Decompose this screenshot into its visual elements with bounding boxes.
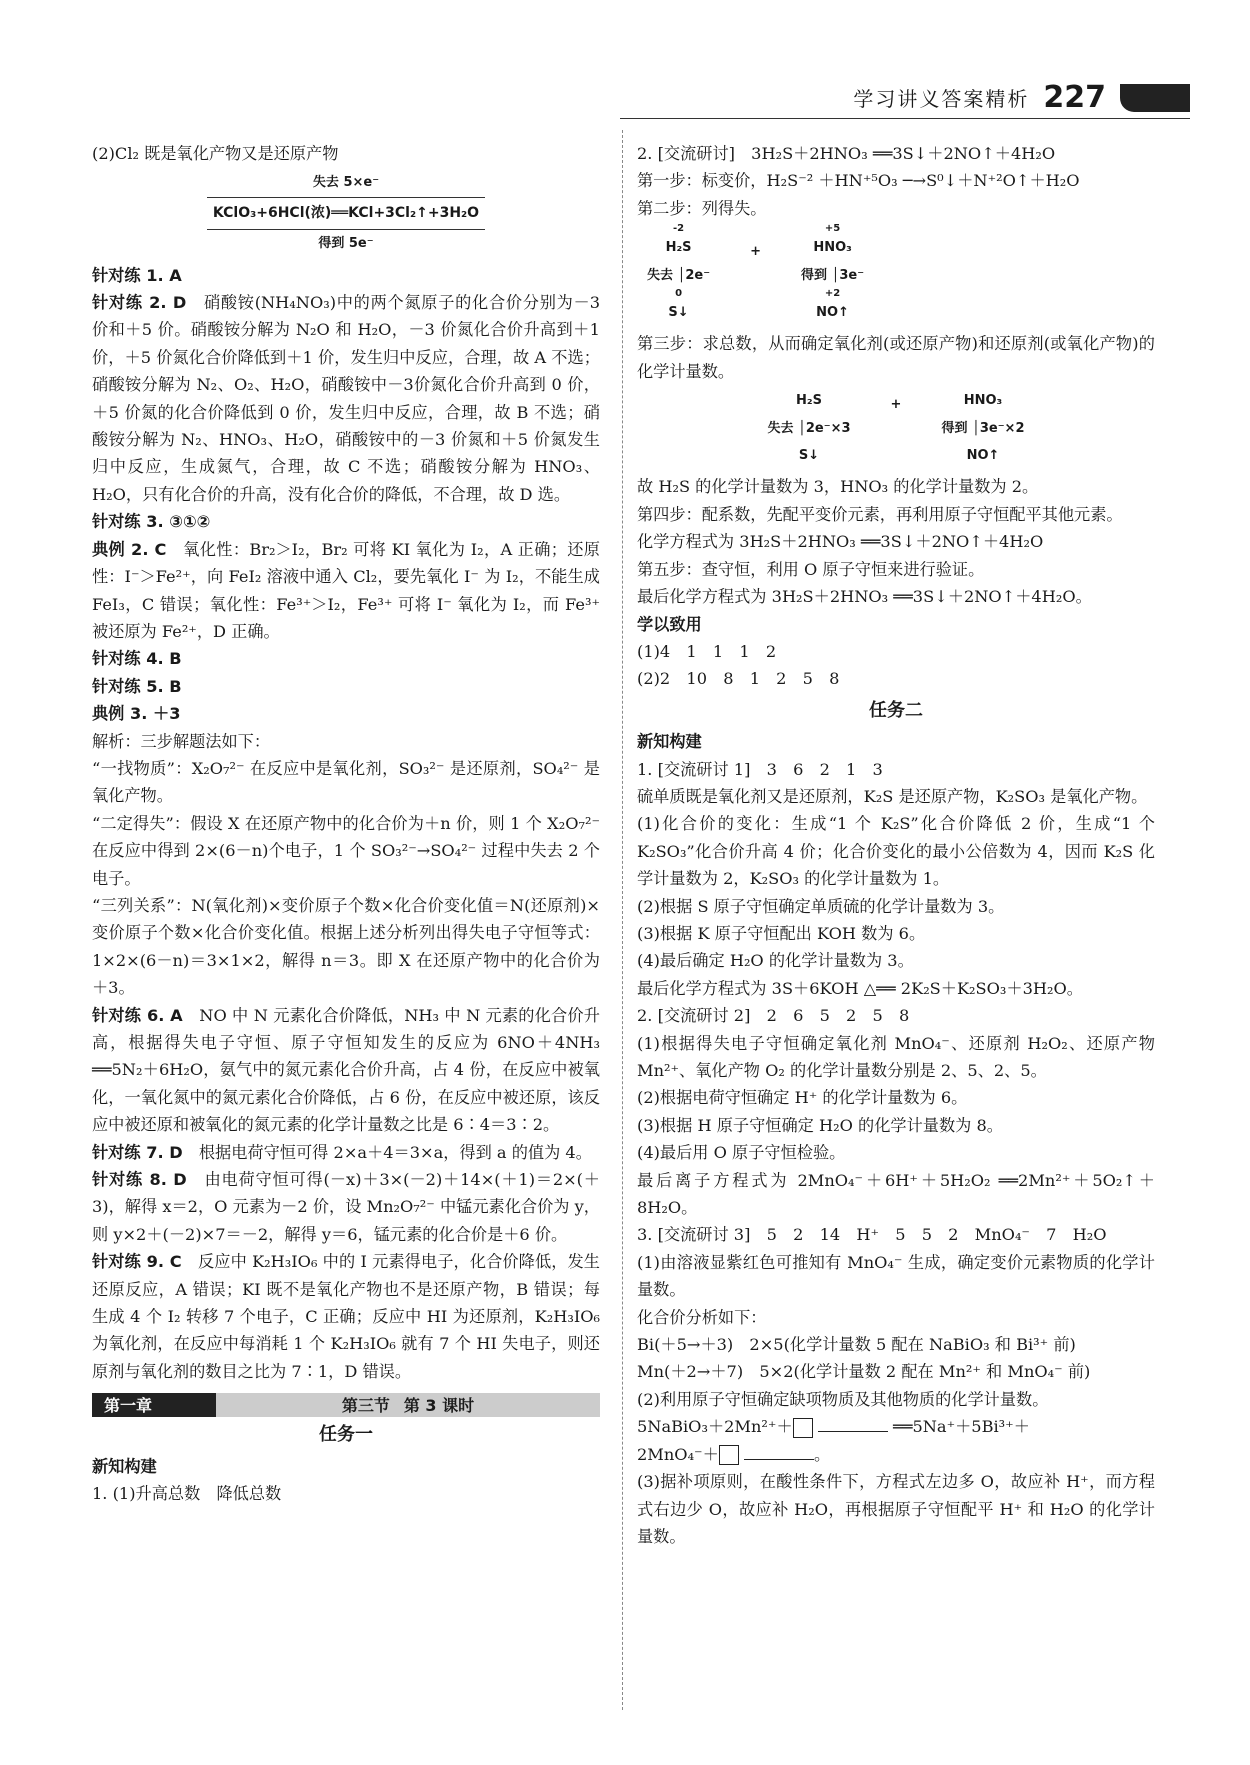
gain-electrons: 3e⁻ bbox=[839, 267, 865, 283]
answer-box bbox=[719, 1445, 739, 1465]
right-column bbox=[637, 140, 1155, 1550]
answer-paragraph bbox=[92, 289, 600, 508]
subheading: 新知构建 bbox=[637, 732, 702, 752]
answer-box bbox=[793, 1418, 813, 1438]
equation-continued: 2MnO₄⁻＋ bbox=[637, 1444, 719, 1464]
text-line: 化合价分析如下： bbox=[637, 1307, 767, 1327]
answer-label: 针对练 7. D bbox=[92, 1142, 183, 1162]
oxidation-number: +5 bbox=[824, 223, 841, 235]
lesson-label: 第 3 课时 bbox=[403, 1395, 475, 1415]
electron-transfer-diagram bbox=[92, 169, 600, 257]
answer-line: 典例 3. ＋3 bbox=[92, 704, 181, 724]
gain-loss-diagram-1 bbox=[647, 224, 1155, 326]
answer-text: 根据电荷守恒可得 2×a＋4＝3×a，得到 a 的值为 4。 bbox=[198, 1142, 592, 1162]
text-paragraph: 第三步：求总数，从而确定氧化剂(或还原产物)和还原剂(或氧化产物)的化学计量数。 bbox=[637, 334, 1155, 381]
species-label: S↓ bbox=[798, 448, 820, 464]
equation-right: ══5Na⁺＋5Bi³⁺＋ bbox=[892, 1417, 1030, 1437]
oxidation-number: 0 bbox=[675, 288, 683, 300]
text-line: 最后化学方程式为 3S＋6KOH △══ 2K₂S＋K₂SO₃＋3H₂O。 bbox=[637, 978, 1083, 998]
diagram-left bbox=[647, 224, 710, 326]
fill-in-equation bbox=[637, 1413, 1155, 1440]
text-line: 第二步：列得失。 bbox=[637, 198, 767, 218]
answer-text: 由电荷守恒可得(－x)＋3×(－2)＋14×(＋1)＝2×(＋3)，解得 x＝2，O 元素为－2 价，设 Mn₂O₇²⁻ 中锰元素化合价为 y，则 y×2＋(－2)×7＝－2，解得 y＝6，锰元素的化合价是＋6 价。 bbox=[92, 1170, 600, 1244]
text-line: Bi(＋5→＋3) 2×5(化学计量数 5 配在 NaBiO₃ 和 Bi³⁺ 前) bbox=[637, 1335, 1076, 1355]
header-title: 学习讲义答案精析 bbox=[853, 87, 1030, 111]
text-line: (3)根据 H 原子守恒确定 H₂O 的化学计量数为 8。 bbox=[637, 1115, 1003, 1135]
text-line: (4)最后确定 H₂O 的化学计量数为 3。 bbox=[637, 951, 914, 971]
section-label: 第三节 bbox=[341, 1395, 390, 1415]
column-divider bbox=[622, 130, 623, 1710]
text-line: (2)根据 S 原子守恒确定单质硫的化学计量数为 3。 bbox=[637, 896, 1005, 916]
diagram-equation: KClO₃+6HCl(浓)══KCl+3Cl₂↑+3H₂O bbox=[207, 197, 485, 230]
plus-sign: + bbox=[890, 397, 902, 413]
gain-label: 得到 bbox=[801, 267, 828, 283]
task-heading: 任务一 bbox=[319, 1424, 373, 1446]
diagram-right bbox=[801, 224, 864, 326]
gain-loss-diagram-2 bbox=[637, 387, 1155, 469]
text-line: (2)根据电荷守恒确定 H⁺ 的化学计量数为 6。 bbox=[637, 1088, 968, 1108]
answer-paragraph bbox=[92, 1166, 600, 1248]
text-line: 1. [交流研讨 1] 3 6 2 1 3 bbox=[637, 759, 883, 779]
text-paragraph: 最后离子方程式为 2MnO₄⁻＋6H⁺＋5H₂O₂ ══2Mn²⁺＋5O₂↑＋8H₂O。 bbox=[637, 1170, 1155, 1218]
answer-blank bbox=[818, 1431, 888, 1432]
left-column bbox=[92, 140, 600, 1508]
diagram-right bbox=[941, 387, 1024, 469]
subheading: 新知构建 bbox=[92, 1456, 157, 1476]
text-line: (1)4 1 1 1 2 bbox=[637, 641, 777, 661]
text-line: 故 H₂S 的化学计量数为 3，HNO₃ 的化学计量数为 2。 bbox=[637, 477, 1039, 497]
answer-text: 氧化性：Br₂＞I₂，Br₂ 可将 KI 氧化为 I₂，A 正确；还原性：I⁻＞Fe²⁺，向 FeI₂ 溶液中通入 Cl₂，要先氧化 I⁻ 为 I₂，不能生成 FeI₃，C 错误；氧化性：Fe³⁺＞I₂，Fe³⁺ 可将 I⁻ 氧化为 I₂，而 Fe³⁺ 被还原为 Fe²⁺，D 正确。 bbox=[92, 539, 600, 641]
loss-row: 失去 │2e⁻×3 bbox=[767, 420, 851, 436]
text-line: 解析：三步解题法如下： bbox=[92, 731, 271, 751]
answer-paragraph bbox=[92, 1002, 600, 1139]
loss-row: 失去 │2e⁻ bbox=[647, 267, 711, 283]
text-line: Mn(＋2→＋7) 5×2(化学计量数 2 配在 Mn²⁺ 和 MnO₄⁻ 前) bbox=[637, 1362, 1091, 1382]
diagram-left bbox=[768, 387, 851, 469]
text-line: 化学方程式为 3H₂S＋2HNO₃ ══3S↓＋2NO↑＋4H₂O bbox=[637, 532, 1044, 552]
page-header bbox=[853, 80, 1190, 115]
oxidation-number: -2 bbox=[673, 223, 685, 235]
species-label: H₂S bbox=[665, 240, 692, 256]
section-bar bbox=[92, 1393, 600, 1417]
species-label: HNO₃ bbox=[963, 393, 1003, 409]
loss-electrons: 2e⁻ bbox=[685, 267, 711, 283]
section-info bbox=[216, 1393, 600, 1417]
text-line: (2)2 10 8 1 2 5 8 bbox=[637, 669, 840, 689]
species-label: H₂S bbox=[796, 393, 822, 409]
answer-label: 针对练 9. C bbox=[92, 1252, 182, 1272]
species-label: S↓ bbox=[668, 305, 689, 321]
text-paragraph: 第四步：配系数，先配平变价元素，再利用原子守恒配平其他元素。 bbox=[637, 504, 1123, 524]
answer-text: 硝酸铵(NH₄NO₃)中的两个氮原子的化合价分别为－3 价和＋5 价。硝酸铵分解为 N₂O 和 H₂O，－3 价氮化合价升高到＋1 价，＋5 价氮化合价降低到＋1 价，发生归中反应，合理，故 A 不选；硝酸铵分解为 N₂、O₂、H₂O，硝酸铵中－3价氮化合价升高到 0 价，＋5 价氮的化合价降低到 0 价，发生归中反应，合理，故 B 不选；硝酸铵分解为 N₂、HNO₃、H₂O，硝酸铵中的－3 价氮和＋5 价氮发生归中反应，生成氮气，合理，故 C 不选；硝酸铵分解为 HNO₃、H₂O，只有化合价的升高，没有化合价的降低，不合理，故 D 选。 bbox=[92, 293, 601, 504]
species-label: HNO₃ bbox=[813, 240, 852, 256]
text-line: 2. [交流研讨] 3H₂S＋2HNO₃ ══3S↓＋2NO↑＋4H₂O bbox=[637, 144, 1056, 163]
loss-label: 失去 bbox=[767, 420, 794, 436]
text-line: (2)Cl₂ 既是氧化产物又是还原产物 bbox=[92, 144, 339, 163]
oxidation-number: +2 bbox=[824, 288, 841, 300]
answer-label: 针对练 6. A bbox=[92, 1005, 183, 1025]
subheading: 学以致用 bbox=[637, 614, 702, 634]
text-line: (2)利用原子守恒确定缺项物质及其他物质的化学计量数。 bbox=[637, 1389, 1049, 1409]
diagram-top-label: 失去 5×e⁻ bbox=[312, 175, 380, 191]
plus-sign: + bbox=[750, 244, 762, 260]
answer-label: 针对练 2. D bbox=[92, 293, 187, 313]
text-paragraph: “三列关系”：N(氧化剂)×变价原子个数×化合价变化值＝N(还原剂)×变价原子个数×化合价变化值。根据上述分析列出得失电子守恒等式：1×2×(6－n)＝3×1×2，解得 n＝3。即 X 在还原产物中的化合价为＋3。 bbox=[92, 895, 600, 998]
text-paragraph: 硫单质既是氧化剂又是还原剂，K₂S 是还原产物，K₂SO₃ 是氧化产物。 bbox=[637, 786, 1148, 806]
answer-blank bbox=[744, 1459, 814, 1460]
text-paragraph: (1)化合价的变化：生成“1 个 K₂S”化合价降低 2 价，生成“1 个 K₂SO₃”化合价升高 4 价；化合价变化的最小公倍数为 4，因而 K₂S 化学计量数为 2，K₂SO₃ 的化学计量数为 1。 bbox=[637, 814, 1155, 889]
text-paragraph: (1)由溶液显紫红色可推知有 MnO₄⁻ 生成，确定变价元素物质的化学计量数。 bbox=[637, 1252, 1155, 1300]
text-line: (4)最后用 O 原子守恒检验。 bbox=[637, 1143, 846, 1163]
text-line: 3. [交流研讨 3] 5 2 14 H⁺ 5 5 2 MnO₄⁻ 7 H₂O bbox=[637, 1225, 1107, 1245]
answer-line: 针对练 5. B bbox=[92, 676, 182, 696]
answer-paragraph bbox=[92, 1139, 600, 1166]
text-paragraph: “一找物质”：X₂O₇²⁻ 在反应中是氧化剂，SO₃²⁻ 是还原剂，SO₄²⁻ 是氧化产物。 bbox=[92, 758, 600, 806]
answer-paragraph bbox=[92, 1248, 600, 1385]
answer-line: 针对练 1. A bbox=[92, 265, 182, 285]
answer-text: 反应中 K₂H₃IO₆ 中的 I 元素得电子，化合价降低，发生还原反应，A 错误；KI 既不是氧化产物也不是还原产物，B 错误；每生成 4 个 I₂ 转移 7 个电子，C 正确；反应中 HI 为还原剂，K₂H₃IO₆ 为氧化剂，在反应中每消耗 1 个 K₂H₃IO₆ 就有 7 个 HI 失电子，则还原剂与氧化剂的数目之比为 7∶1，D 错误。 bbox=[92, 1252, 600, 1381]
header-tab-decoration bbox=[1120, 84, 1190, 112]
answer-text: NO 中 N 元素化合价降低，NH₃ 中 N 元素的化合价升高，根据得失电子守恒、原子守恒知发生的反应为 6NO＋4NH₃ ══5N₂＋6H₂O，氨气中的氮元素化合价升高，占 4 份，在反应中被氧化，一氧化氮中的氮元素化合价降低，占 6 份，在反应中被还原，该反应中被还原和被氧化的氮元素的化学计量数之比是 6∶4＝3∶2。 bbox=[92, 1005, 600, 1135]
text-line: 第一步：标变价，H₂S⁻² ＋HN⁺⁵O₃ ─→S⁰↓＋N⁺²O↑＋H₂O bbox=[637, 171, 1080, 191]
fill-in-equation: 2MnO₄⁻＋ 。 bbox=[637, 1444, 831, 1464]
species-label: NO↑ bbox=[966, 448, 1000, 464]
species-label: NO↑ bbox=[816, 305, 849, 321]
page-number: 227 bbox=[1043, 80, 1106, 115]
chapter-label: 第一章 bbox=[92, 1393, 216, 1417]
task-heading: 任务二 bbox=[869, 699, 923, 721]
gain-electrons: 3e⁻×2 bbox=[979, 420, 1025, 436]
text-line: 2. [交流研讨 2] 2 6 5 2 5 8 bbox=[637, 1006, 910, 1026]
loss-label: 失去 bbox=[647, 267, 674, 283]
answer-label: 针对练 8. D bbox=[92, 1170, 187, 1190]
text-paragraph: (1)根据得失电子守恒确定氧化剂 MnO₄⁻、还原剂 H₂O₂、还原产物 Mn²⁺、氧化产物 O₂ 的化学计量数分别是 2、5、2、5。 bbox=[637, 1033, 1155, 1080]
diagram-bottom-label: 得到 5e⁻ bbox=[318, 236, 374, 252]
answer-line: 针对练 4. B bbox=[92, 649, 182, 669]
text-line: 最后化学方程式为 3H₂S＋2HNO₃ ══3S↓＋2NO↑＋4H₂O。 bbox=[637, 587, 1092, 607]
loss-electrons: 2e⁻×3 bbox=[805, 420, 851, 436]
header-rule bbox=[620, 118, 1190, 119]
gain-row: 得到 │3e⁻×2 bbox=[941, 420, 1025, 436]
text-line: (3)根据 K 原子守恒配出 KOH 数为 6。 bbox=[637, 923, 926, 943]
answer-paragraph bbox=[92, 536, 600, 646]
text-paragraph: (3)据补项原则，在酸性条件下，方程式左边多 O，故应补 H⁺，而方程式右边少 O，故应补 H₂O，再根据原子守恒配平 H⁺ 和 H₂O 的化学计量数。 bbox=[637, 1472, 1155, 1546]
equation-left: 5NaBiO₃＋2Mn²⁺＋ bbox=[637, 1417, 793, 1437]
text-line: 第五步：查守恒，利用 O 原子守恒来进行验证。 bbox=[637, 559, 985, 579]
gain-row: 得到 │3e⁻ bbox=[801, 267, 865, 283]
answer-line: 针对练 3. ③①② bbox=[92, 512, 211, 532]
gain-label: 得到 bbox=[941, 420, 968, 436]
text-paragraph: “二定得失”：假设 X 在还原产物中的化合价为＋n 价，则 1 个 X₂O₇²⁻ 在反应中得到 2×(6－n)个电子，1 个 SO₃²⁻→SO₄²⁻ 过程中失去 2 个电子。 bbox=[92, 813, 600, 888]
text-line: 1. (1)升高总数 降低总数 bbox=[92, 1484, 282, 1504]
answer-label: 典例 2. C bbox=[92, 539, 167, 559]
